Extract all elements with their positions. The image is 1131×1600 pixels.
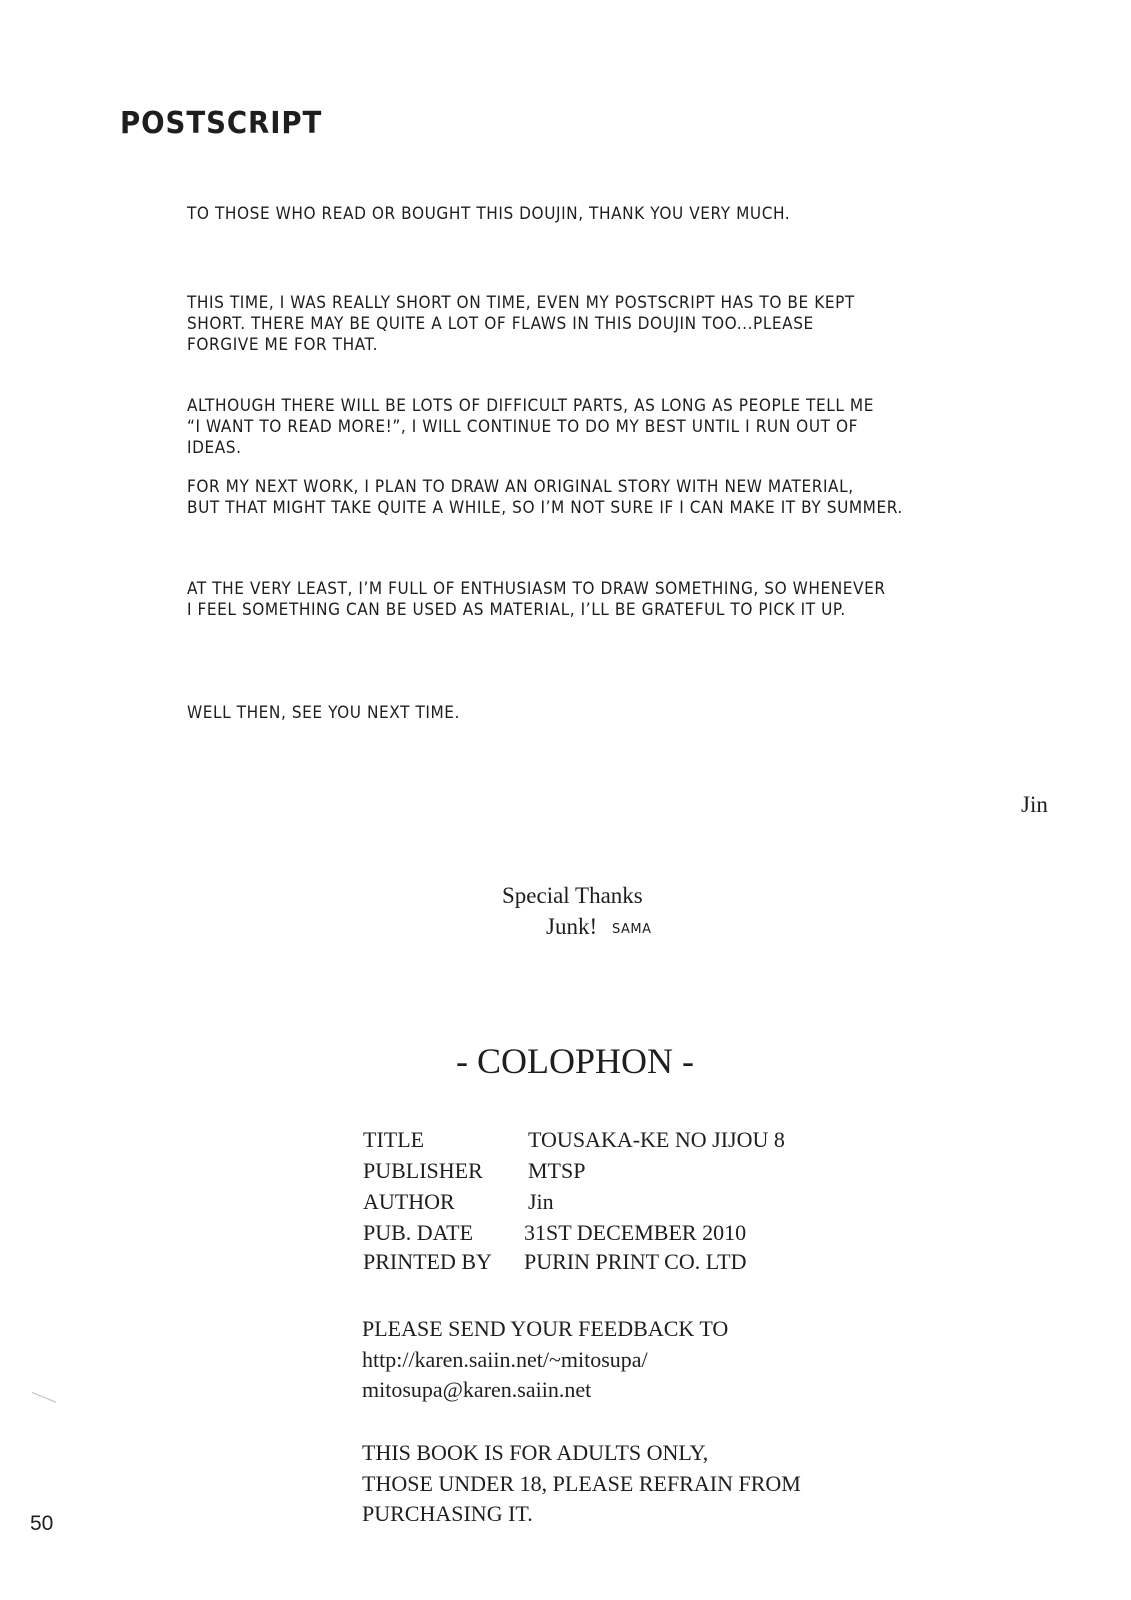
special-thanks-name: Junk! (546, 914, 598, 939)
text-line: AT THE VERY LEAST, I’M FULL OF ENTHUSIASM TO DRAW SOMETHING, SO WHENEVER (187, 579, 886, 598)
colophon-key: PRINTED BY (363, 1249, 492, 1274)
text-line: ALTHOUGH THERE WILL BE LOTS OF DIFFICULT PARTS, AS LONG AS PEOPLE TELL ME (187, 396, 874, 415)
postscript-heading: POSTSCRIPT (120, 106, 323, 141)
colophon-value: TOUSAKA-KE NO JIJOU 8 (528, 1127, 785, 1152)
feedback-prompt: PLEASE SEND YOUR FEEDBACK TO (362, 1316, 729, 1341)
text-line: FORGIVE ME FOR THAT. (187, 335, 379, 354)
colophon-key: PUB. DATE (363, 1220, 474, 1245)
postscript-paragraph-enthusiasm (187, 578, 1024, 620)
feedback-url: http://karen.saiin.net/~mitosupa/ (362, 1346, 648, 1372)
author-signature: Jin (1021, 792, 1048, 817)
postscript-paragraph-short-on-time (187, 292, 1024, 355)
postscript-paragraph-farewell (187, 702, 1024, 723)
text-line: IDEAS. (187, 438, 242, 457)
postscript-paragraph-thanks (187, 203, 1024, 224)
scan-mark (32, 1392, 56, 1403)
text-line: I FEEL SOMETHING CAN BE USED AS MATERIAL, I’LL BE GRATEFUL TO PICK IT UP. (187, 600, 846, 619)
feedback-block (362, 1314, 728, 1406)
text-line: WELL THEN, SEE YOU NEXT TIME. (187, 703, 460, 722)
text-line: THIS TIME, I WAS REALLY SHORT ON TIME, EVEN MY POSTSCRIPT HAS TO BE KEPT (187, 293, 855, 312)
notice-line: PURCHASING IT. (362, 1501, 533, 1526)
notice-line: THIS BOOK IS FOR ADULTS ONLY, (362, 1440, 709, 1465)
colophon-value: MTSP (528, 1158, 586, 1183)
postscript-paragraph-difficult-parts (187, 395, 1024, 458)
special-thanks-honorific: SAMA (612, 922, 652, 937)
colophon-key: TITLE (363, 1127, 425, 1152)
special-thanks-title: Special Thanks (502, 883, 643, 908)
colophon-key: PUBLISHER (363, 1158, 483, 1183)
colophon-value: Jin (528, 1189, 554, 1214)
colophon-value: PURIN PRINT CO. LTD (524, 1249, 747, 1274)
feedback-email: mitosupa@karen.saiin.net (362, 1377, 592, 1402)
postscript-paragraph-next-work (187, 476, 1024, 518)
colophon-key: AUTHOR (363, 1189, 455, 1214)
text-line: FOR MY NEXT WORK, I PLAN TO DRAW AN ORIGINAL STORY WITH NEW MATERIAL, (187, 477, 854, 496)
adults-only-notice (362, 1438, 801, 1530)
text-line: TO THOSE WHO READ OR BOUGHT THIS DOUJIN, THANK YOU VERY MUCH. (187, 204, 791, 223)
text-line: BUT THAT MIGHT TAKE QUITE A WHILE, SO I’M NOT SURE IF I CAN MAKE IT BY SUMMER. (187, 498, 903, 517)
text-line: SHORT. THERE MAY BE QUITE A LOT OF FLAWS IN THIS DOUJIN TOO...PLEASE (187, 314, 814, 333)
text-line: “I WANT TO READ MORE!”, I WILL CONTINUE TO DO MY BEST UNTIL I RUN OUT OF (187, 417, 858, 436)
colophon-title: - COLOPHON - (456, 1041, 694, 1081)
notice-line: THOSE UNDER 18, PLEASE REFRAIN FROM (362, 1470, 801, 1496)
page-number: 50 (30, 1512, 54, 1535)
colophon-value: 31ST DECEMBER 2010 (524, 1220, 747, 1245)
